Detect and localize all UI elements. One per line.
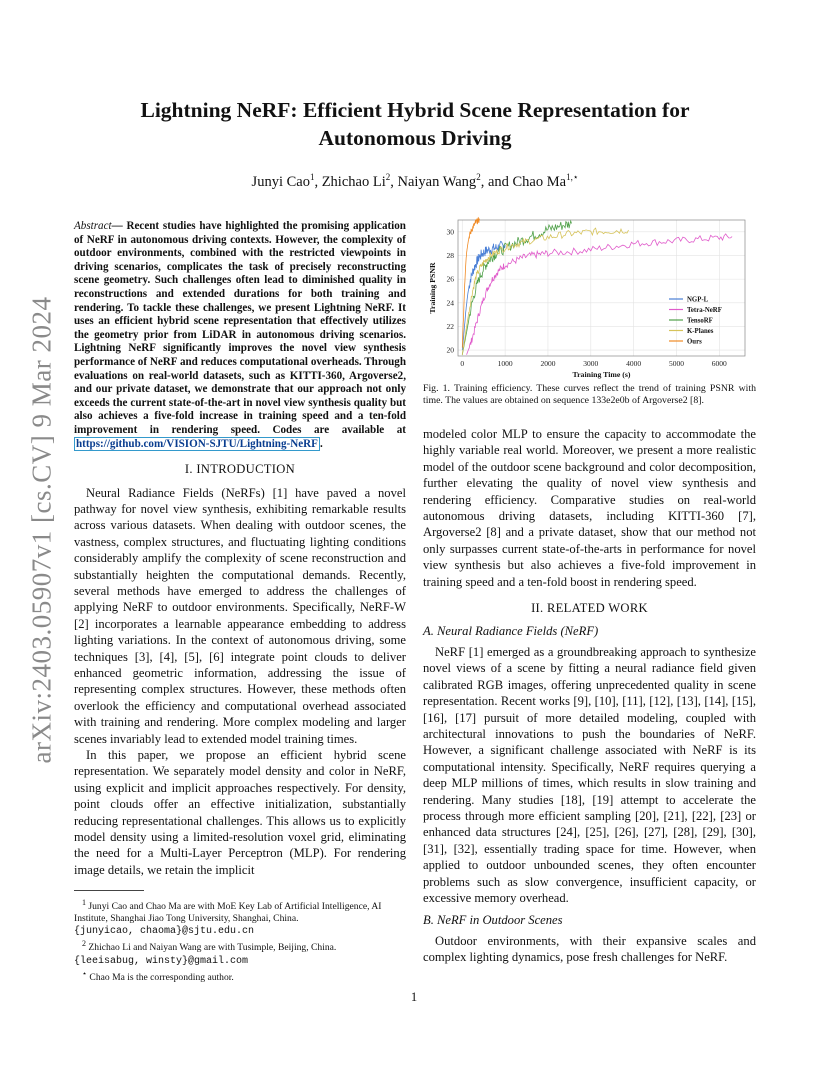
email-address: {junyicao, chaoma}@sjtu.edu.cn — [74, 926, 255, 938]
author-name: Junyi Cao — [251, 173, 310, 190]
series-line-tetra-nerf — [467, 234, 732, 355]
y-tick-label: 24 — [446, 298, 454, 308]
footnote-1: $^1$ Junyi Cao and Chao Ma are with MoE Key Lab of Artificial Intelligence, AI Institute, Shanghai Jiao Tong University, Shanghai, China. {junyicao, chaoma}@sjtu.edu.cn — [74, 898, 382, 938]
legend-entry: Ours — [687, 338, 702, 346]
footnote-2: $^2$ Zhichao Li and Naiyan Wang are with Tusimple, Beijing, China. {leeisabug, winsty}@gmail.com — [74, 939, 337, 967]
email-address: {leeisabug, winsty}@gmail.com — [74, 955, 249, 967]
y-tick-label: 22 — [446, 321, 454, 331]
abstract-label: Abstract — [74, 220, 112, 232]
intro-paragraph-1: Neural Radiance Fields (NeRFs) [1] have paved a novel pathway for novel view synthesis, exhibiting remarkable results across various datasets. When dealing with outdoor scenes, the vastness, complex structures, and fluctuating lighting conditions considerably amplify the complexity of scene reconstruction and substantially heighten the computational demands. Recently, several methods have emerged to address the challenges of applying NeRF to outdoor environments. Specifically, NeRF-W [2] incorporates a learnable appearance embedding to address lighting variations. In the context of autonomous driving, some techniques [3], [4], [5], [6] integrate point clouds to deliver enhanced geometric information, addressing the issue of representing complex structures. However, these methods often overlook the efficiency and computational overhead associated with training and rendering. More complex modeling and larger scenes invariably lead to extended model training times. — [74, 485, 406, 746]
author-list: Junyi Cao$^1$, Zhichao Li$^2$, Naiyan Wang$^2$, and Chao $Ma^{1,⋆}$ — [251, 172, 579, 190]
x-tick-label: 5000 — [668, 359, 684, 368]
section-heading-related-work: II. RELATED WORK — [531, 601, 648, 616]
legend-entry: NGP-L — [687, 296, 709, 304]
intro-paragraph-2-continued: modeled color MLP to ensure the capacity to accommodate the highly variable real world. Moreover, we present a more realistic model of the outdoor scene background and color decomposition, further elevating the quality of novel view synthesis and rendering efficiency. Comparative studies on real-world autonomous driving datasets, including KITTI-360 [7], Argoverse2 [8] and a private dataset, show that our method not only surpasses current state-of-the-arts in performance for novel view synthesis but also achieves a five-fold improvement in training speed and a ten-fold boost in rendering speed. — [423, 427, 756, 589]
y-tick-label: 26 — [446, 274, 454, 284]
subsection-heading-outdoor: B. NeRF in Outdoor Scenes — [423, 913, 563, 928]
series-line-tensorf — [462, 221, 571, 355]
affiliation-mark: 2 — [385, 172, 391, 182]
author-name: Zhichao Li — [321, 173, 386, 190]
paper-title: Lightning NeRF: Efficient Hybrid Scene Representation for Autonomous Driving — [140, 98, 690, 150]
related-paragraph-1: NeRF [1] emerged as a groundbreaking approach to synthesize novel views of a scene by fitting a neural radiance field given calibrated RGB images, offering unprecedented quality in scene representation. Recent works [9], [10], [11], [12], [13], [14], [15], [16], [17] pursuit of more detailed modeling, coupled with architectural innovations to push the boundaries of NeRF. However, a significant challenge associated with NeRF is its computational intensity. Specifically, NeRF requires querying a deep MLP millions of times, which results in slow training and rendering. Many studies [18], [19] attempt to accelerate the process through more efficient sampling [20], [21], [22], [23] or enhanced data structures [24], [25], [26], [27], [28], [29], [30], [31], [32], essentially trading space for time. However, when applied to outdoor unbounded scenes, they often encounter problems such as slow convergence, insufficient capacity, or excessive memory overhead. — [423, 644, 756, 905]
author-name: Naiyan Wang — [397, 173, 477, 190]
affiliation-mark: 1 — [309, 172, 315, 182]
right-column — [423, 426, 756, 966]
y-axis-label: Training PSNR — [428, 262, 437, 314]
x-tick-label: 6000 — [711, 359, 727, 368]
intro-paragraph-2: In this paper, we propose an efficient hybrid scene representation. We separately model density and color in NeRF, using explicit and implicit approaches respectively. For density, point clouds offer an effective initialization, substantially reducing representational challenges. This allows us to explicitly model density using a limited-resolution voxel grid, eliminating the need for a Multi-Layer Perceptron (MLP). For rendering image details, we retain the implicit — [74, 748, 406, 877]
y-tick-label: 28 — [446, 250, 454, 260]
legend-entry: TensoRF — [687, 317, 713, 325]
x-tick-label: 1000 — [497, 359, 513, 368]
y-tick-label: 20 — [446, 345, 454, 355]
left-column — [74, 220, 406, 984]
legend-entry: K-Planes — [687, 328, 714, 335]
x-axis-label: Training Time (s) — [572, 370, 631, 379]
footnote-3: ⋆ Chao Ma is the corresponding author. — [82, 968, 234, 983]
y-tick-label: 30 — [446, 227, 454, 237]
affiliation-mark: 2 — [476, 172, 481, 182]
legend-entry: Tetra-NeRF — [687, 307, 722, 314]
x-tick-label: 2000 — [540, 359, 556, 368]
series-line-ngp-l — [462, 241, 505, 350]
figure-training-efficiency — [423, 214, 756, 384]
subsection-heading-nerf: A. Neural Radiance Fields (NeRF) — [423, 624, 599, 639]
footnote-rule — [74, 890, 144, 891]
psnr-chart — [423, 214, 756, 384]
author-name: Chao Ma — [512, 173, 567, 190]
abstract-text: Recent studies have highlighted the promising application of NeRF in autonomous driving contexts. However, the complexity of outdoor environments, combined with the restricted viewpoints in driving scenarios, complicates the task of precisely reconstructing scene geometry. Such challenges often lead to diminished quality in reconstructions and extended durations for both training and rendering. To tackle these challenges, we present Lightning NeRF. It uses an efficient hybrid scene representation that effectively utilizes the geometry prior from LiDAR in autonomous driving scenarios. Lightning NeRF significantly improves the novel view synthesis performance of NeRF and reduces computational overheads. Through evaluations on real-world datasets, such as KITTI-360, Argoverse2, and our private dataset, we demonstrate that our approach not only exceeds the current state-of-the-art in novel view synthesis quality but also achieves a five-fold increase in training speed and a ten-fold improvement in rendering speed. Codes are available at — [74, 220, 406, 436]
section-heading-introduction: I. INTRODUCTION — [184, 462, 296, 477]
x-tick-label: 0 — [460, 359, 465, 368]
figure-caption: Fig. 1. Training efficiency. These curves reflect the trend of training PSNR with time. The values are obtained on sequence 133e2e0b of Argoverse2 [8]. — [423, 383, 756, 407]
x-tick-label: 3000 — [583, 359, 599, 368]
abstract: Abstract— Recent studies have highlighted the promising application of NeRF in autonomous driving contexts. However, the complexity of outdoor environments, combined with the restricted viewpoints in driving scenarios, complicates the task of precisely reconstructing scene geometry. Such challenges often lead to diminished quality in reconstructions and extended durations for both training and rendering. To tackle these challenges, we present Lightning NeRF. It uses an efficient hybrid scene representation that effectively utilizes the geometry prior from LiDAR in autonomous driving scenarios. Lightning NeRF significantly improves the novel view synthesis performance of NeRF and reduces computational overheads. Through evaluations on real-world datasets, such as KITTI-360, Argoverse2, and our private dataset, we demonstrate that our approach not only exceeds the current state-of-the-art in novel view synthesis quality but also achieves a five-fold increase in training speed and a ten-fold improvement in rendering speed. Codes are available at https://github.com/VISION-SJTU/Lightning-NeRF . — [74, 220, 406, 450]
x-tick-label: 4000 — [626, 359, 642, 368]
related-paragraph-2: Outdoor environments, with their expansive scales and complex lighting dynamics, pose fresh challenges for NeRF. — [423, 933, 756, 965]
code-link[interactable]: https://github.com/VISION-SJTU/Lightning-NeRF — [76, 437, 318, 450]
page-number: 1 — [410, 990, 418, 1004]
affiliation-mark: 1,⋆ — [566, 172, 579, 182]
arxiv-identifier: arXiv:2403.05907v1 [cs.CV] 9 Mar 2024 — [26, 296, 57, 764]
series-line-k-planes — [462, 228, 628, 355]
